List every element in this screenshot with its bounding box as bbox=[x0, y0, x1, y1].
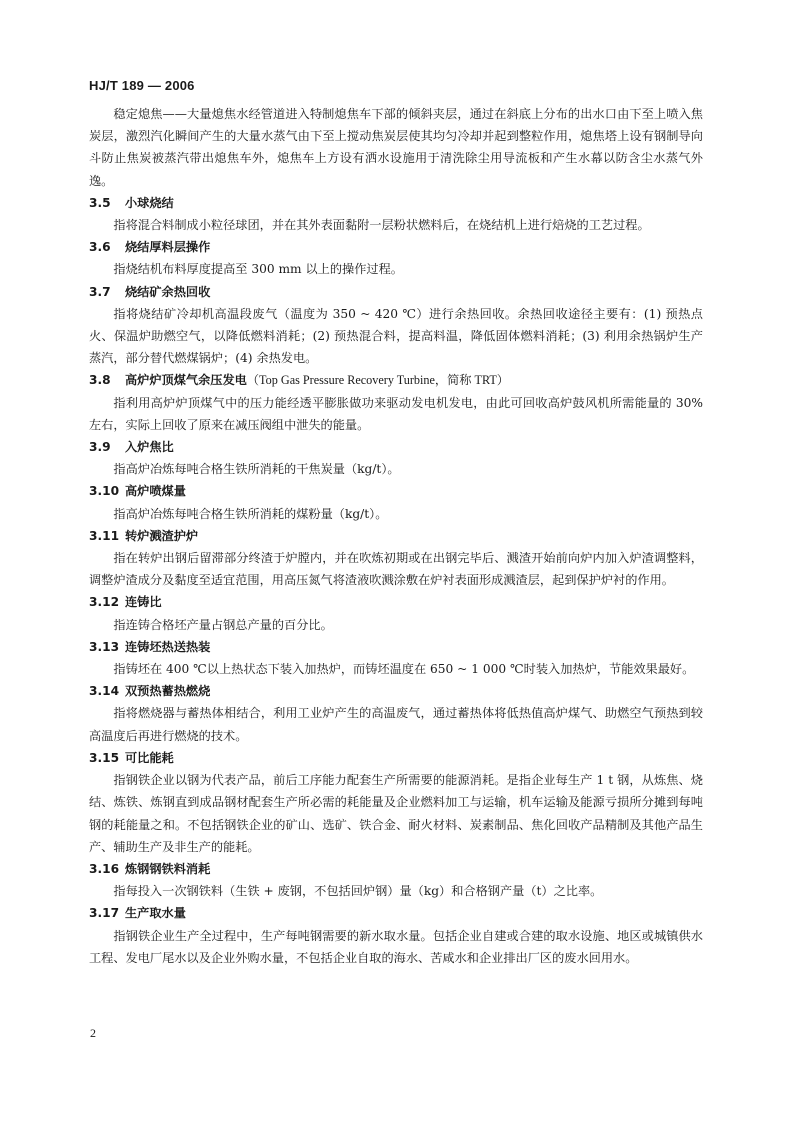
document-body bbox=[89, 103, 703, 969]
section-3-5 bbox=[89, 192, 703, 236]
section-body: 指高炉冶炼每吨合格生铁所消耗的干焦炭量（kg/t）。 bbox=[113, 462, 400, 477]
intro-paragraph: 稳定熄焦——大量熄焦水经管道进入特制熄焦车下部的倾斜夹层，通过在斜底上分布的出水口由下至上喷入焦炭层，激烈汽化瞬间产生的大量水蒸气由下至上搅动焦炭层使其均匀冷却并起到整粒作用，熄焦塔上设有钢制导向斗防止焦炭被蒸汽带出熄焦车外，熄焦车上方设有洒水设施用于清洗除尘用导流板和产生水幕以防含尘水蒸气外逸。 bbox=[89, 107, 703, 188]
section-number: 3.14 bbox=[89, 684, 120, 699]
section-heading bbox=[89, 236, 703, 258]
section-title: 可比能耗 bbox=[125, 750, 174, 765]
section-number: 3.15 bbox=[89, 750, 120, 765]
section-body: 指每投入一次钢铁料（生铁 + 废钢，不包括回炉钢）量（kg）和合格钢产量（t）之比率。 bbox=[113, 884, 603, 899]
section-number: 3.11 bbox=[89, 528, 120, 543]
section-title: 烧结厚料层操作 bbox=[125, 240, 211, 255]
section-body: 指在转炉出钢后留滞部分终渣于炉膛内，并在吹炼初期或在出钢完毕后、溅渣开始前向炉内加入炉渣调整料，调整炉渣成分及黏度至适宜范围，用高压氮气将渣液吹溅涂敷在炉衬表面形成溅渣层，起到保护炉衬的作用。 bbox=[89, 551, 703, 588]
section-number: 3.9 bbox=[89, 440, 111, 455]
section-number: 3.8 bbox=[89, 373, 111, 388]
section-number: 3.12 bbox=[89, 595, 120, 610]
section-3-10 bbox=[89, 480, 703, 524]
section-number: 3.17 bbox=[89, 906, 120, 921]
section-body: 指将燃烧器与蓄热体相结合，利用工业炉产生的高温废气，通过蓄热体将低热值高炉煤气、助燃空气预热到较高温度后再进行燃烧的技术。 bbox=[89, 706, 703, 743]
section-title: 入炉焦比 bbox=[125, 440, 174, 455]
section-number: 3.6 bbox=[89, 240, 111, 255]
page-number: 2 bbox=[90, 1026, 96, 1040]
section-3-7 bbox=[89, 281, 703, 370]
section-3-13 bbox=[89, 636, 703, 680]
section-number: 3.7 bbox=[89, 284, 111, 299]
section-heading bbox=[89, 436, 703, 458]
section-title: 烧结矿余热回收 bbox=[125, 284, 211, 299]
section-heading bbox=[89, 369, 703, 391]
section-3-6 bbox=[89, 236, 703, 280]
section-3-9 bbox=[89, 436, 703, 480]
section-heading bbox=[89, 680, 703, 702]
section-3-17 bbox=[89, 902, 703, 969]
section-title-english: （Top Gas Pressure Recovery Turbine，简称 TRT） bbox=[246, 373, 509, 388]
section-heading bbox=[89, 858, 703, 880]
section-3-8 bbox=[89, 369, 703, 436]
section-number: 3.10 bbox=[89, 484, 120, 499]
section-body: 指连铸合格坯产量占钢总产量的百分比。 bbox=[113, 617, 333, 632]
section-body: 指高炉冶炼每吨合格生铁所消耗的煤粉量（kg/t）。 bbox=[113, 506, 388, 521]
section-heading bbox=[89, 747, 703, 769]
section-heading bbox=[89, 591, 703, 613]
section-body: 指利用高炉炉顶煤气中的压力能经透平膨胀做功来驱动发电机发电，由此可回收高炉鼓风机所需能量的 30% 左右，实际上回收了原来在减压阀组中泄失的能量。 bbox=[89, 395, 703, 432]
section-body: 指烧结机布料厚度提高至 300 mm 以上的操作过程。 bbox=[113, 262, 403, 277]
section-title: 转炉溅渣护炉 bbox=[125, 528, 199, 543]
section-title: 连铸比 bbox=[125, 595, 162, 610]
section-heading bbox=[89, 192, 703, 214]
section-title: 小球烧结 bbox=[125, 195, 174, 210]
section-3-12 bbox=[89, 591, 703, 635]
standard-number-header: HJ/T 189 — 2006 bbox=[89, 78, 195, 93]
section-body: 指将混合料制成小粒径球团，并在其外表面黏附一层粉状燃料后，在烧结机上进行焙烧的工艺过程。 bbox=[113, 218, 650, 233]
section-title: 高炉炉顶煤气余压发电 bbox=[125, 373, 247, 388]
section-3-15 bbox=[89, 747, 703, 858]
section-body: 指钢铁企业以钢为代表产品，前后工序能力配套生产所需要的能源消耗。是指企业每生产 1 t 钢，从炼焦、烧结、炼铁、炼钢直到成品钢材配套生产所必需的耗能量及企业燃料加工与运输，机车运输及能源亏损所分摊到每吨钢的耗能量之和。不包括钢铁企业的矿山、选矿、铁合金、耐火材料、炭素制品、焦化回收产品精制及其他产品生产、辅助生产及非生产的能耗。 bbox=[89, 773, 703, 854]
section-3-11 bbox=[89, 525, 703, 592]
section-title: 连铸坯热送热装 bbox=[125, 639, 211, 654]
section-number: 3.5 bbox=[89, 195, 111, 210]
section-body: 指将烧结矿冷却机高温段废气（温度为 350 ~ 420 ℃）进行余热回收。余热回收途径主要有：(1) 预热点火、保温炉助燃空气，以降低燃料消耗；(2) 预热混合料，提高料温，降低固体燃料消耗；(3) 利用余热锅炉生产蒸汽，部分替代燃煤锅炉；(4) 余热发电。 bbox=[89, 306, 703, 366]
section-title: 双预热蓄热燃烧 bbox=[125, 684, 211, 699]
section-heading bbox=[89, 525, 703, 547]
section-number: 3.16 bbox=[89, 861, 120, 876]
section-heading bbox=[89, 902, 703, 924]
section-body: 指铸坯在 400 ℃以上热状态下装入加热炉，而铸坯温度在 650 ~ 1 000 ℃时装入加热炉，节能效果最好。 bbox=[113, 662, 695, 677]
section-title: 生产取水量 bbox=[125, 906, 186, 921]
section-number: 3.13 bbox=[89, 639, 120, 654]
section-3-14 bbox=[89, 680, 703, 747]
section-heading bbox=[89, 281, 703, 303]
section-body: 指钢铁企业生产全过程中，生产每吨钢需要的新水取水量。包括企业自建或合建的取水设施、地区或城镇供水工程、发电厂尾水以及企业外购水量，不包括企业自取的海水、苦咸水和企业排出厂区的废水回用水。 bbox=[89, 928, 703, 965]
section-title: 高炉喷煤量 bbox=[125, 484, 186, 499]
section-title: 炼钢钢铁料消耗 bbox=[125, 861, 211, 876]
section-heading bbox=[89, 480, 703, 502]
section-3-16 bbox=[89, 858, 703, 902]
section-heading bbox=[89, 636, 703, 658]
